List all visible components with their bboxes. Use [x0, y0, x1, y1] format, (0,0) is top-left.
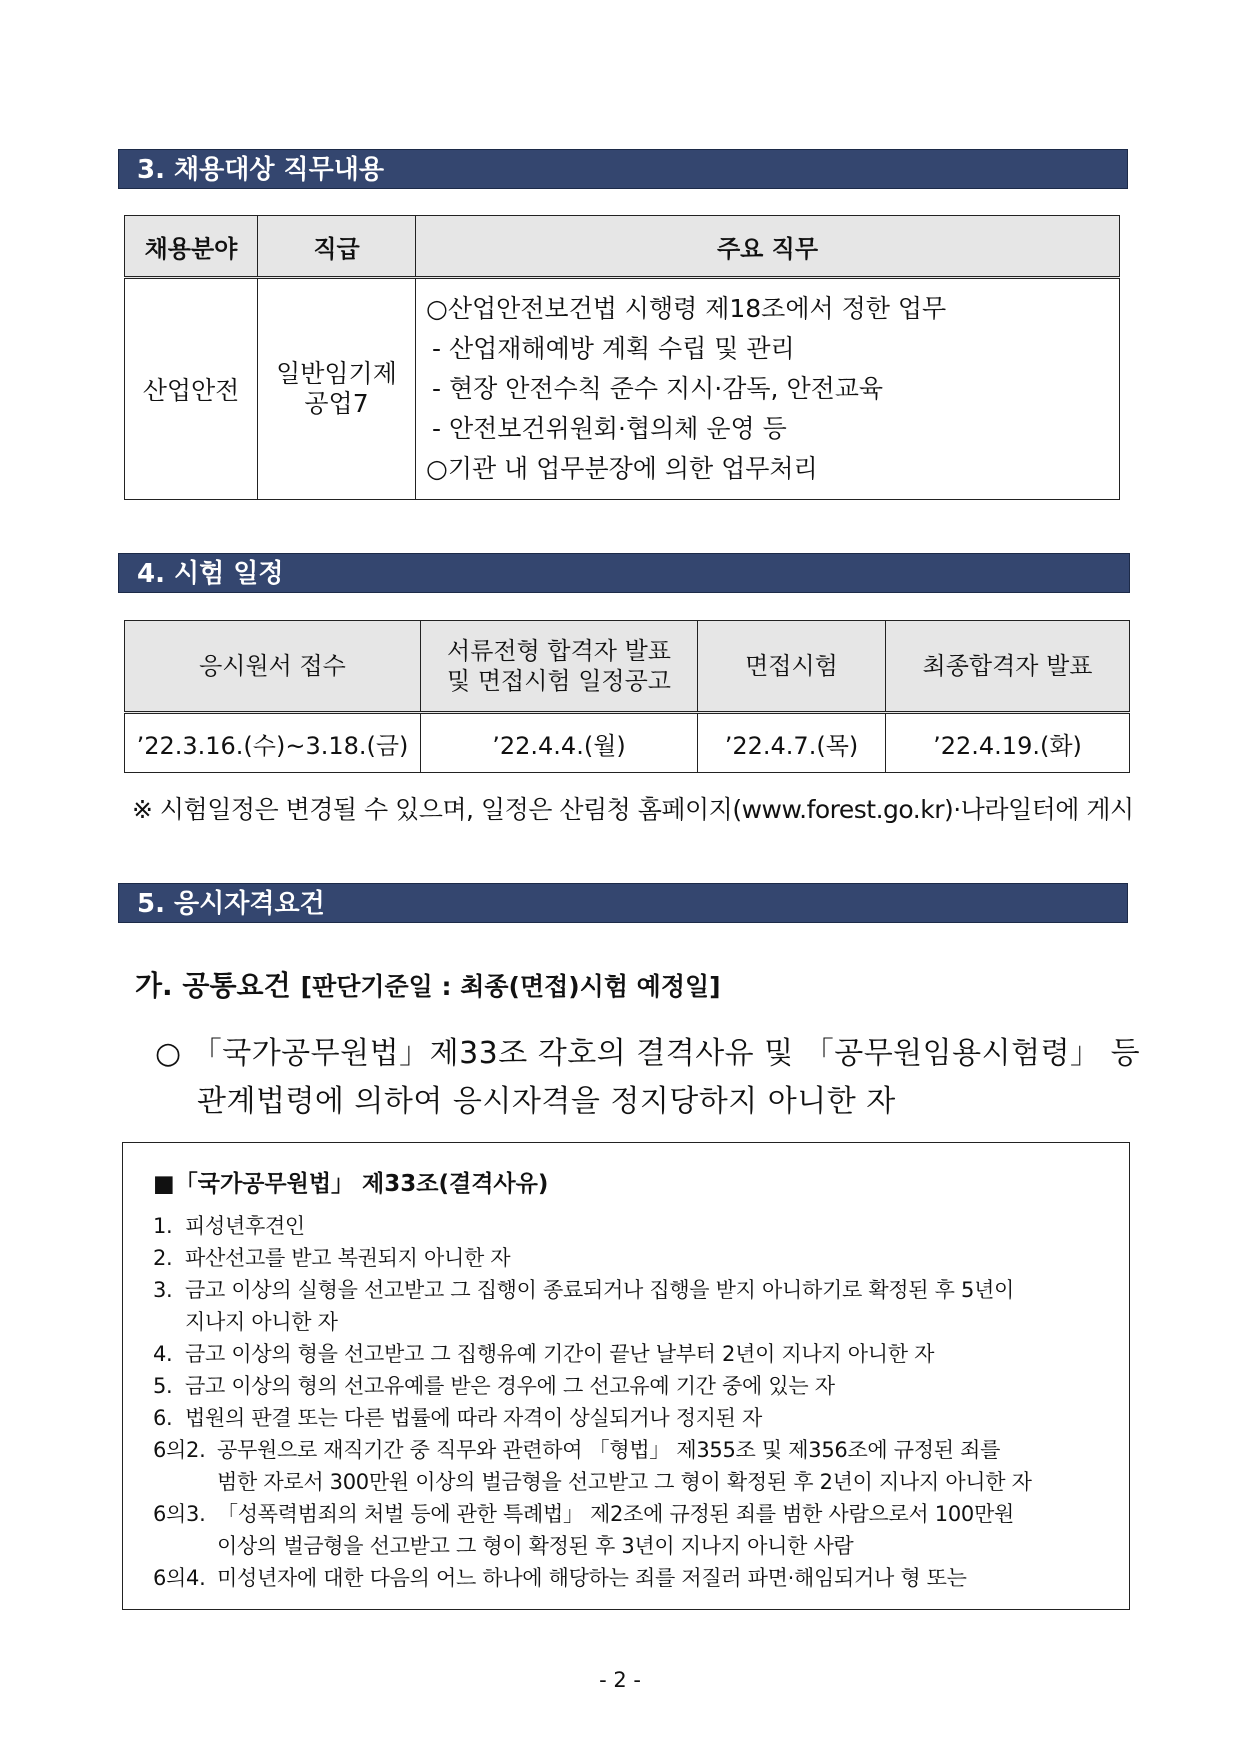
application-date: ’22.3.16.(수)~3.18.(금)	[125, 713, 421, 773]
list-item	[153, 1562, 1111, 1594]
item-text: 금고 이상의 형의 선고유예를 받은 경우에 그 선고유예 기간 중에 있는 자	[185, 1374, 835, 1398]
duty-line: ○기관 내 업무분장에 의한 업무처리	[426, 454, 818, 483]
list-item-continuation	[153, 1466, 1111, 1498]
item-text: 파산선고를 받고 복권되지 아니한 자	[185, 1246, 511, 1270]
grade-line-2: 공업7	[304, 389, 369, 418]
item-text: 범한 자로서 300만원 이상의 벌금형을 선고받고 그 형이 확정된 후 2년이 지나지 아니한 자	[217, 1470, 1032, 1494]
header-grade: 직급	[258, 216, 416, 278]
header-document-result-line-2: 및 면접시험 일정공고	[447, 667, 671, 695]
item-number: 4.	[153, 1342, 173, 1366]
field-value: 산업안전	[125, 278, 258, 500]
item-text: 금고 이상의 실형을 선고받고 그 집행이 종료되거나 집행을 받지 아니하기로 확정된 후 5년이	[185, 1278, 1015, 1302]
item-number: 6.	[153, 1406, 173, 1430]
duty-line: - 현장 안전수칙 준수 지시·감독, 안전교육	[432, 374, 884, 403]
item-text: 미성년자에 대한 다음의 어느 하나에 해당하는 죄를 저질러 파면·해임되거나 형 또는	[217, 1566, 967, 1590]
section-3-title: 3. 채용대상 직무내용	[118, 149, 1128, 189]
duty-line: ○산업안전보건법 시행령 제18조에서 정한 업무	[426, 294, 947, 323]
list-item	[153, 1274, 1111, 1306]
list-item-continuation	[153, 1306, 1111, 1338]
item-text: 법원의 판결 또는 다른 법률에 따라 자격이 상실되거나 정지된 자	[185, 1406, 763, 1430]
list-item	[153, 1338, 1111, 1370]
grade-line-1: 일반임기제	[276, 359, 397, 388]
criteria-label: [판단기준일 : 최종(면접)시험 예정일]	[300, 972, 721, 1001]
header-document-result-line-1: 서류전형 합격자 발표	[447, 637, 671, 665]
box-title: ■「국가공무원법」 제33조(결격사유)	[153, 1171, 549, 1197]
header-interview: 면접시험	[698, 621, 886, 713]
paragraph-line-1: ○ 「국가공무원법」제33조 각호의 결격사유 및 「공무원임용시험령」 등	[155, 1036, 1141, 1071]
duty-line: - 산업재해예방 계획 수립 및 관리	[432, 334, 795, 363]
requirement-paragraph	[155, 1030, 1141, 1126]
item-text: 「성폭력범죄의 처벌 등에 관한 특례법」 제2조에 규정된 죄를 범한 사람으로서 100만원	[217, 1502, 1014, 1526]
list-item	[153, 1242, 1111, 1274]
page-number: - 2 -	[599, 1668, 641, 1692]
job-duties-table	[124, 215, 1120, 500]
item-text: 피성년후견인	[185, 1214, 305, 1238]
item-text: 이상의 벌금형을 선고받고 그 형이 확정된 후 3년이 지나지 아니한 사람	[217, 1534, 854, 1558]
duties-cell	[416, 278, 1120, 500]
interview-date: ’22.4.7.(목)	[698, 713, 886, 773]
item-number: 6의2.	[153, 1438, 206, 1462]
item-number: 5.	[153, 1374, 173, 1398]
document-result-date: ’22.4.4.(월)	[421, 713, 698, 773]
section-4-title: 4. 시험 일정	[118, 553, 1130, 593]
table-row	[125, 713, 1130, 773]
item-number: 6의4.	[153, 1566, 206, 1590]
header-duties: 주요 직무	[416, 216, 1120, 278]
final-result-date: ’22.4.19.(화)	[886, 713, 1130, 773]
item-number: 3.	[153, 1278, 173, 1302]
item-number: 6의3.	[153, 1502, 206, 1526]
exam-schedule-table	[124, 620, 1130, 773]
common-requirements-heading	[135, 964, 721, 1004]
header-field: 채용분야	[125, 216, 258, 278]
list-item	[153, 1434, 1111, 1466]
item-text: 금고 이상의 형을 선고받고 그 집행유예 기간이 끝난 날부터 2년이 지나지 아니한 자	[185, 1342, 935, 1366]
list-item	[153, 1210, 1111, 1242]
item-number: 2.	[153, 1246, 173, 1270]
table-header-row	[125, 621, 1130, 713]
item-text: 공무원으로 재직기간 중 직무와 관련하여 「형법」 제355조 및 제356조에 규정된 죄를	[217, 1438, 1001, 1462]
subhead-label: 가. 공통요건	[135, 969, 291, 1002]
list-item	[153, 1498, 1111, 1530]
header-final-result: 최종합격자 발표	[886, 621, 1130, 713]
list-item-continuation	[153, 1530, 1111, 1562]
item-number: 1.	[153, 1214, 173, 1238]
item-text: 지나지 아니한 자	[185, 1310, 338, 1334]
table-row	[125, 278, 1120, 500]
header-application: 응시원서 접수	[125, 621, 421, 713]
list-item	[153, 1370, 1111, 1402]
header-document-result	[421, 621, 698, 713]
section-5-title: 5. 응시자격요건	[118, 883, 1128, 923]
schedule-note: ※ 시험일정은 변경될 수 있으며, 일정은 산림청 홈페이지(www.forest.go.kr)·나라일터에 게시	[132, 795, 1134, 824]
duty-line: - 안전보건위원회·협의체 운영 등	[432, 414, 787, 443]
disqualification-box	[122, 1142, 1130, 1610]
paragraph-line-2: 관계법령에 의하여 응시자격을 정지당하지 아니한 자	[197, 1084, 896, 1119]
list-item	[153, 1402, 1111, 1434]
grade-value	[258, 278, 416, 500]
table-header-row	[125, 216, 1120, 278]
